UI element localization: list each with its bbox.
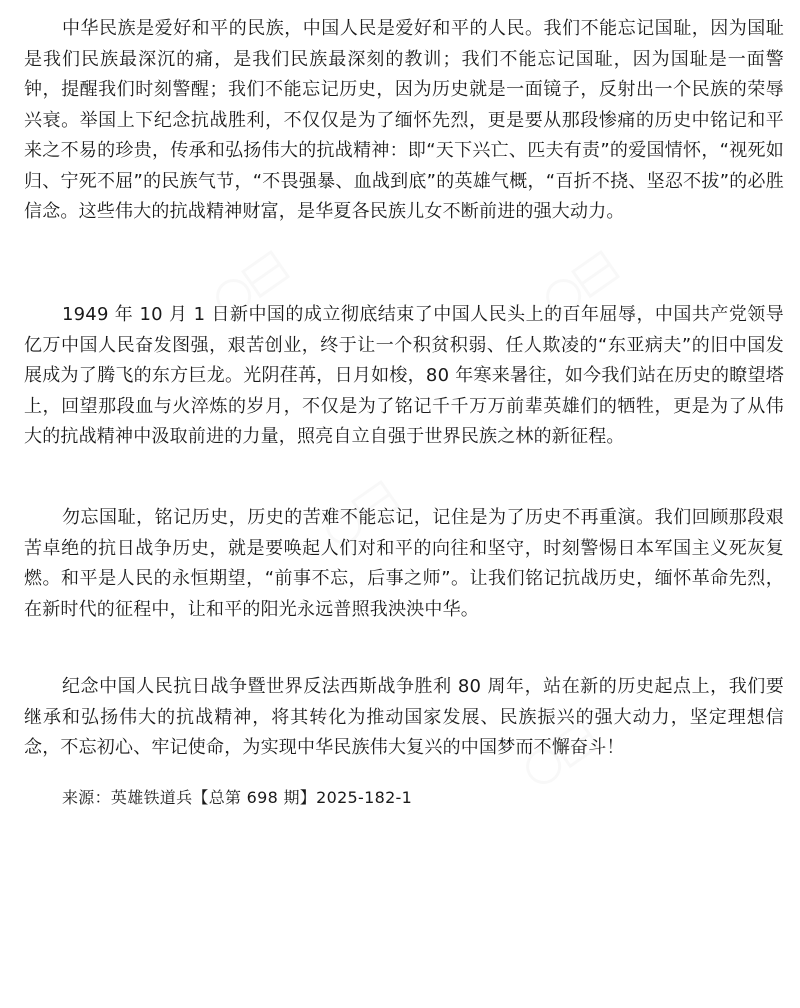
body-paragraph-1: 中华民族是爱好和平的民族，中国人民是爱好和平的人民。我们不能忘记国耻，因为国耻是我们民族最深沉的痛，是我们民族最深刻的教训；我们不能忘记国耻，因为国耻是一面警钟，提醒我们时刻警醒；我们不能忘记历史，因为历史就是一面镜子，反射出一个民族的荣辱兴衰。举国上下纪念抗战胜利，不仅仅是为了缅怀先烈，更是要从那段惨痛的历史中铭记和平来之不易的珍贵，传承和弘扬伟大的抗战精神：即“天下兴亡、匹夫有责”的爱国情怀，“视死如归、宁死不屈”的民族气节，“不畏强暴、血战到底”的英雄气概，“百折不挠、坚忍不拔”的必胜信念。这些伟大的抗战精神财富，是华夏各民族儿女不断前进的强大动力。 [24,18,784,222]
source-citation: 来源：英雄铁道兵【总第 698 期】2025-182-1 [62,788,413,807]
body-paragraph-4: 纪念中国人民抗日战争暨世界反法西斯战争胜利 80 周年，站在新的历史起点上，我们要继承和弘扬伟大的抗战精神，将其转化为推动国家发展、民族振兴的强大动力，坚定理想信念，不忘初心、牢记使命，为实现中华民族伟大复兴的中国梦而不懈奋斗！ [24,676,784,758]
body-paragraph-3: 勿忘国耻，铭记历史，历史的苦难不能忘记，记住是为了历史不再重演。我们回顾那段艰苦卓绝的抗日战争历史，就是要唤起人们对和平的向往和坚守，时刻警惕日本军国主义死灰复燃。和平是人民的永恒期望，“前事不忘，后事之师”。让我们铭记抗战历史，缅怀革命先烈，在新时代的征程中，让和平的阳光永远普照我泱泱中华。 [24,507,784,620]
body-paragraph-2: 1949 年 10 月 1 日新中国的成立彻底结束了中国人民头上的百年屈辱，中国共产党领导亿万中国人民奋发图强，艰苦创业，终于让一个积贫积弱、任人欺凌的“东亚病夫”的旧中国发展成为了腾飞的东方巨龙。光阴荏苒，日月如梭，80 年寒来暑往，如今我们站在历史的瞭望塔上，回望那段血与火淬炼的岁月，不仅是为了铭记千千万万前辈英雄们的牺牲，更是为了从伟大的抗战精神中汲取前进的力量，照亮自立自强于世界民族之林的新征程。 [24,304,784,447]
